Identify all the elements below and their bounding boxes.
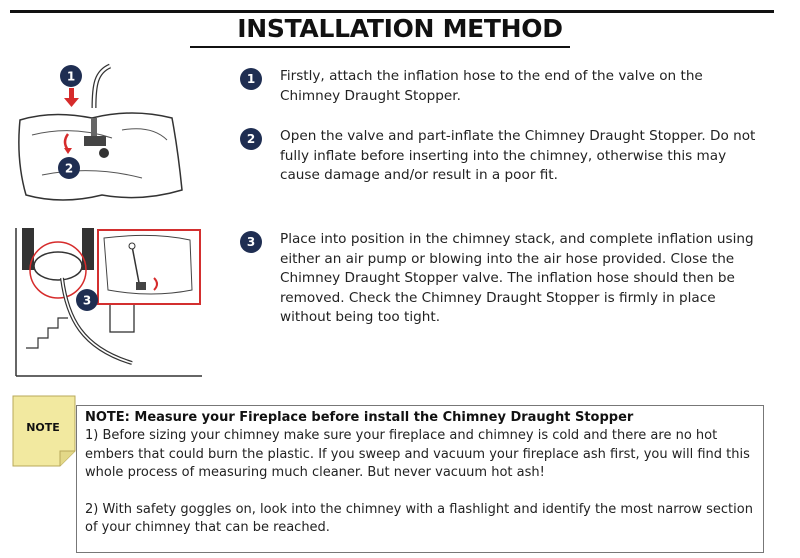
inflation-illustration [12,60,202,220]
page-title: INSTALLATION METHOD [237,14,563,43]
callout-1-badge [60,65,82,87]
svg-text:2: 2 [64,161,74,176]
down-arrow-icon [64,88,79,107]
step-3-number-badge: 3 [240,231,262,253]
note-item-1: 1) Before sizing your chimney make sure your fireplace and chimney is cold and there are no hot embers that could burn the plastic. If you sweep and vacuum your fireplace ash first, you will find this whole process of measuring much cleaner. But never vacuum hot ash! [85,428,750,480]
svg-text:1: 1 [66,69,76,84]
note-heading: NOTE: Measure your Fireplace before install the Chimney Draught Stopper [85,410,634,425]
stopper-body-drawing [19,113,182,200]
note-tag-label: NOTE [26,421,60,434]
step-3-text: Place into position in the chimney stack, and complete inflation using either an air pump or blowing into the air hose provided. Close the Chimney Draught Stopper valve. The inflation hose should then be removed. Check the Chimney Draught Stopper is firmly in place without being too tight. [280,231,754,325]
step-2-text: Open the valve and part-inflate the Chimney Draught Stopper. Do not fully inflate before inserting into the chimney, otherwise this may cause damage and/or result in a poor fit. [280,128,756,183]
callout-3-badge [76,289,98,311]
callout-2-badge [58,157,80,179]
svg-text:3: 3 [82,293,92,308]
step-1-number-badge: 1 [240,68,262,90]
title-underline [190,46,570,48]
step-1-text: Firstly, attach the inflation hose to the end of the valve on the Chimney Draught Stopper. [280,68,703,104]
chimney-illustration [12,228,204,378]
note-box [76,405,764,553]
detail-callout-frame [98,230,200,304]
note-item-2: 2) With safety goggles on, look into the chimney with a flashlight and identify the most narrow section of your chimney that can be reached. [85,501,753,535]
step-2-number-badge: 2 [240,128,262,150]
top-rule [10,10,774,13]
